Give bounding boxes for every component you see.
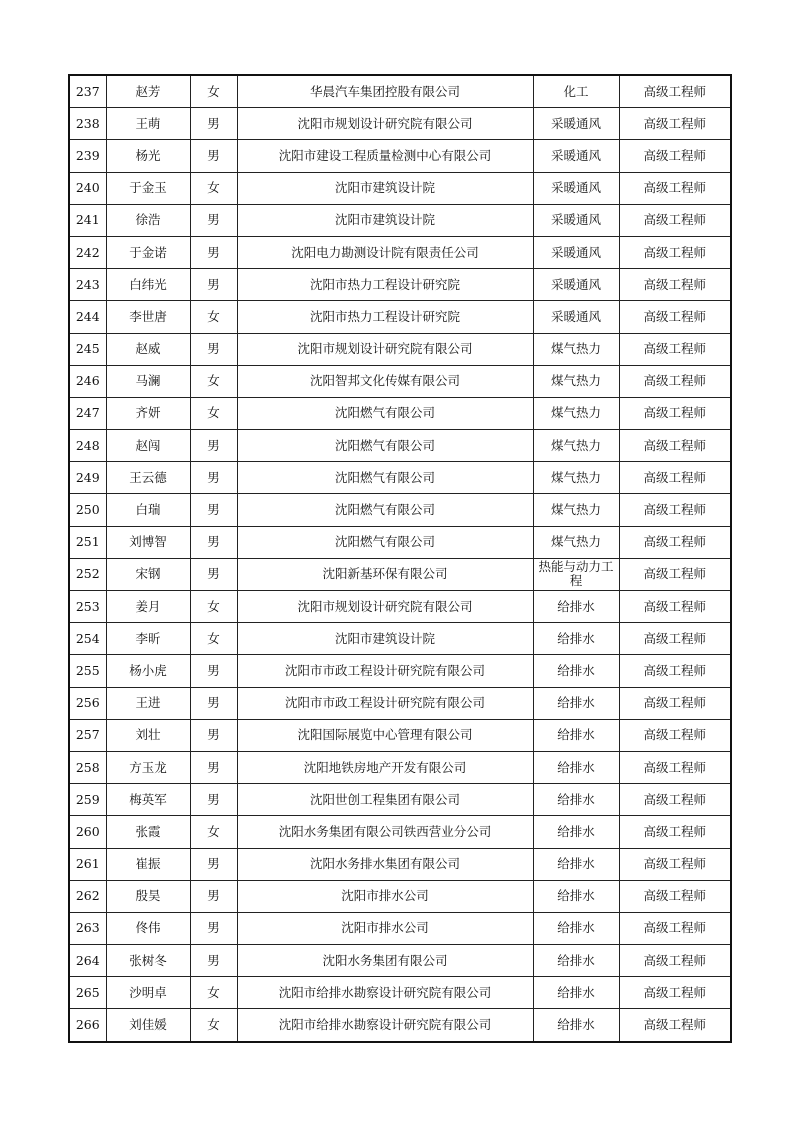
professional-title-cell: 高级工程师 (619, 848, 731, 880)
professional-title-cell: 高级工程师 (619, 236, 731, 268)
table-row (69, 719, 731, 751)
professional-title-cell: 高级工程师 (619, 172, 731, 204)
specialty-cell: 采暖通风 (533, 172, 619, 204)
professional-title-cell: 高级工程师 (619, 1009, 731, 1042)
employer-cell: 沈阳地铁房地产开发有限公司 (237, 751, 533, 783)
employer-cell: 沈阳世创工程集团有限公司 (237, 784, 533, 816)
employer-cell: 华晨汽车集团控股有限公司 (237, 75, 533, 108)
employer-cell: 沈阳水务集团有限公司 (237, 945, 533, 977)
employer-cell: 沈阳市热力工程设计研究院 (237, 301, 533, 333)
specialty-cell: 给排水 (533, 687, 619, 719)
professional-title-cell: 高级工程师 (619, 333, 731, 365)
specialty-cell: 给排水 (533, 1009, 619, 1042)
person-name-cell: 王进 (106, 687, 190, 719)
employer-cell: 沈阳燃气有限公司 (237, 494, 533, 526)
employer-cell: 沈阳市规划设计研究院有限公司 (237, 591, 533, 623)
person-name-cell: 殷昊 (106, 880, 190, 912)
specialty-cell: 采暖通风 (533, 236, 619, 268)
person-name-cell: 崔振 (106, 848, 190, 880)
person-name-cell: 佟伟 (106, 912, 190, 944)
professional-title-cell: 高级工程师 (619, 558, 731, 590)
row-number-cell: 243 (69, 269, 106, 301)
specialty-cell: 采暖通风 (533, 108, 619, 140)
table-row (69, 140, 731, 172)
specialty-cell: 采暖通风 (533, 269, 619, 301)
employer-cell: 沈阳燃气有限公司 (237, 526, 533, 558)
person-name-cell: 张树冬 (106, 945, 190, 977)
professional-title-cell: 高级工程师 (619, 687, 731, 719)
gender-cell: 女 (190, 816, 237, 848)
table-row (69, 945, 731, 977)
gender-cell: 男 (190, 140, 237, 172)
person-name-cell: 沙明卓 (106, 977, 190, 1009)
table-row (69, 204, 731, 236)
employer-cell: 沈阳市给排水勘察设计研究院有限公司 (237, 1009, 533, 1042)
professional-title-cell: 高级工程师 (619, 365, 731, 397)
table-row (69, 848, 731, 880)
person-name-cell: 刘壮 (106, 719, 190, 751)
gender-cell: 男 (190, 204, 237, 236)
specialty-cell: 给排水 (533, 880, 619, 912)
person-name-cell: 于金玉 (106, 172, 190, 204)
person-name-cell: 王云德 (106, 462, 190, 494)
person-name-cell: 宋钢 (106, 558, 190, 590)
row-number-cell: 241 (69, 204, 106, 236)
gender-cell: 男 (190, 236, 237, 268)
specialty-cell: 煤气热力 (533, 526, 619, 558)
table-row (69, 301, 731, 333)
row-number-cell: 251 (69, 526, 106, 558)
row-number-cell: 244 (69, 301, 106, 333)
employer-cell: 沈阳燃气有限公司 (237, 397, 533, 429)
row-number-cell: 254 (69, 623, 106, 655)
employer-cell: 沈阳市排水公司 (237, 912, 533, 944)
specialty-cell (533, 558, 619, 590)
professional-title-cell: 高级工程师 (619, 462, 731, 494)
person-name-cell: 方玉龙 (106, 751, 190, 783)
professional-title-cell: 高级工程师 (619, 301, 731, 333)
gender-cell: 男 (190, 945, 237, 977)
professional-title-cell: 高级工程师 (619, 719, 731, 751)
table-row (69, 333, 731, 365)
row-number-cell: 255 (69, 655, 106, 687)
table-row (69, 494, 731, 526)
specialty-cell: 煤气热力 (533, 365, 619, 397)
row-number-cell: 257 (69, 719, 106, 751)
gender-cell: 男 (190, 526, 237, 558)
row-number-cell: 239 (69, 140, 106, 172)
professional-title-cell: 高级工程师 (619, 655, 731, 687)
row-number-cell: 237 (69, 75, 106, 108)
gender-cell: 女 (190, 1009, 237, 1042)
gender-cell: 男 (190, 430, 237, 462)
row-number-cell: 259 (69, 784, 106, 816)
row-number-cell: 265 (69, 977, 106, 1009)
gender-cell: 女 (190, 365, 237, 397)
specialty-cell: 给排水 (533, 655, 619, 687)
person-name-cell: 白纬光 (106, 269, 190, 301)
professional-title-cell: 高级工程师 (619, 526, 731, 558)
professional-title-cell: 高级工程师 (619, 816, 731, 848)
person-name-cell: 齐妍 (106, 397, 190, 429)
person-name-cell: 白瑞 (106, 494, 190, 526)
gender-cell: 男 (190, 333, 237, 365)
gender-cell: 男 (190, 880, 237, 912)
specialty-cell: 给排水 (533, 848, 619, 880)
specialty-cell: 给排水 (533, 912, 619, 944)
table-row (69, 880, 731, 912)
specialty-cell: 采暖通风 (533, 140, 619, 172)
employer-cell: 沈阳市市政工程设计研究院有限公司 (237, 687, 533, 719)
table-row (69, 558, 731, 590)
employer-cell: 沈阳市规划设计研究院有限公司 (237, 333, 533, 365)
person-name-cell: 杨小虎 (106, 655, 190, 687)
table-row (69, 751, 731, 783)
row-number-cell: 248 (69, 430, 106, 462)
gender-cell: 男 (190, 269, 237, 301)
table-row (69, 236, 731, 268)
gender-cell: 女 (190, 301, 237, 333)
professional-title-cell: 高级工程师 (619, 912, 731, 944)
professional-title-cell: 高级工程师 (619, 977, 731, 1009)
employer-cell: 沈阳市建设工程质量检测中心有限公司 (237, 140, 533, 172)
employer-cell: 沈阳市市政工程设计研究院有限公司 (237, 655, 533, 687)
professional-title-cell: 高级工程师 (619, 494, 731, 526)
professional-title-cell: 高级工程师 (619, 75, 731, 108)
professional-title-cell: 高级工程师 (619, 140, 731, 172)
employer-cell: 沈阳市建筑设计院 (237, 204, 533, 236)
person-name-cell: 张霞 (106, 816, 190, 848)
employer-cell: 沈阳水务集团有限公司铁西营业分公司 (237, 816, 533, 848)
roster-body (69, 75, 731, 1042)
table-row (69, 687, 731, 719)
table-row (69, 591, 731, 623)
gender-cell: 男 (190, 848, 237, 880)
professional-title-cell: 高级工程师 (619, 784, 731, 816)
gender-cell: 女 (190, 623, 237, 655)
specialty-cell: 给排水 (533, 751, 619, 783)
specialty-cell: 给排水 (533, 945, 619, 977)
professional-title-cell: 高级工程师 (619, 591, 731, 623)
person-name-cell: 李昕 (106, 623, 190, 655)
employer-cell: 沈阳市给排水勘察设计研究院有限公司 (237, 977, 533, 1009)
table-row (69, 172, 731, 204)
table-row (69, 526, 731, 558)
row-number-cell: 263 (69, 912, 106, 944)
table-row (69, 784, 731, 816)
row-number-cell: 250 (69, 494, 106, 526)
gender-cell: 男 (190, 655, 237, 687)
row-number-cell: 249 (69, 462, 106, 494)
specialty-cell: 给排水 (533, 719, 619, 751)
person-name-cell: 梅英军 (106, 784, 190, 816)
person-name-cell: 徐浩 (106, 204, 190, 236)
employer-cell: 沈阳市规划设计研究院有限公司 (237, 108, 533, 140)
specialty-cell: 采暖通风 (533, 204, 619, 236)
specialty-cell: 采暖通风 (533, 301, 619, 333)
row-number-cell: 242 (69, 236, 106, 268)
table-row (69, 912, 731, 944)
person-name-cell: 姜月 (106, 591, 190, 623)
gender-cell: 男 (190, 784, 237, 816)
employer-cell: 沈阳市建筑设计院 (237, 172, 533, 204)
table-row (69, 397, 731, 429)
specialty-cell: 煤气热力 (533, 494, 619, 526)
specialty-cell: 煤气热力 (533, 430, 619, 462)
gender-cell: 男 (190, 719, 237, 751)
person-name-cell: 杨光 (106, 140, 190, 172)
specialty-cell: 化工 (533, 75, 619, 108)
specialty-cell: 给排水 (533, 816, 619, 848)
gender-cell: 男 (190, 462, 237, 494)
professional-title-cell: 高级工程师 (619, 430, 731, 462)
row-number-cell: 238 (69, 108, 106, 140)
specialty-cell: 给排水 (533, 784, 619, 816)
specialty-cell: 给排水 (533, 623, 619, 655)
employer-cell: 沈阳市热力工程设计研究院 (237, 269, 533, 301)
gender-cell: 男 (190, 494, 237, 526)
row-number-cell: 253 (69, 591, 106, 623)
professional-title-cell: 高级工程师 (619, 945, 731, 977)
employer-cell: 沈阳燃气有限公司 (237, 462, 533, 494)
table-row (69, 430, 731, 462)
gender-cell: 男 (190, 687, 237, 719)
professional-title-cell: 高级工程师 (619, 269, 731, 301)
employer-cell: 沈阳水务排水集团有限公司 (237, 848, 533, 880)
professional-title-cell: 高级工程师 (619, 204, 731, 236)
professional-title-cell: 高级工程师 (619, 108, 731, 140)
table-row (69, 365, 731, 397)
gender-cell: 女 (190, 75, 237, 108)
table-row (69, 108, 731, 140)
table-row (69, 269, 731, 301)
row-number-cell: 264 (69, 945, 106, 977)
professional-title-cell: 高级工程师 (619, 623, 731, 655)
roster-table (68, 74, 732, 1043)
professional-title-cell: 高级工程师 (619, 880, 731, 912)
gender-cell: 女 (190, 977, 237, 1009)
person-name-cell: 刘佳媛 (106, 1009, 190, 1042)
person-name-cell: 赵闯 (106, 430, 190, 462)
specialty-cell: 煤气热力 (533, 462, 619, 494)
person-name-cell: 王萌 (106, 108, 190, 140)
row-number-cell: 260 (69, 816, 106, 848)
employer-cell: 沈阳电力勘测设计院有限责任公司 (237, 236, 533, 268)
person-name-cell: 马澜 (106, 365, 190, 397)
table-row (69, 462, 731, 494)
table-row (69, 623, 731, 655)
employer-cell: 沈阳国际展览中心管理有限公司 (237, 719, 533, 751)
employer-cell: 沈阳智邦文化传媒有限公司 (237, 365, 533, 397)
table-row (69, 816, 731, 848)
gender-cell: 男 (190, 558, 237, 590)
person-name-cell: 李世唐 (106, 301, 190, 333)
gender-cell: 女 (190, 397, 237, 429)
gender-cell: 男 (190, 751, 237, 783)
table-row (69, 1009, 731, 1042)
gender-cell: 男 (190, 912, 237, 944)
row-number-cell: 266 (69, 1009, 106, 1042)
specialty-cell: 煤气热力 (533, 333, 619, 365)
row-number-cell: 246 (69, 365, 106, 397)
person-name-cell: 赵威 (106, 333, 190, 365)
row-number-cell: 252 (69, 558, 106, 590)
specialty-text: 热能与动力工程 (538, 559, 614, 589)
gender-cell: 女 (190, 172, 237, 204)
row-number-cell: 258 (69, 751, 106, 783)
employer-cell: 沈阳市建筑设计院 (237, 623, 533, 655)
professional-title-cell: 高级工程师 (619, 751, 731, 783)
person-name-cell: 赵芳 (106, 75, 190, 108)
person-name-cell: 于金诺 (106, 236, 190, 268)
person-name-cell: 刘博智 (106, 526, 190, 558)
row-number-cell: 245 (69, 333, 106, 365)
professional-title-cell: 高级工程师 (619, 397, 731, 429)
specialty-cell: 给排水 (533, 591, 619, 623)
row-number-cell: 240 (69, 172, 106, 204)
table-row (69, 75, 731, 108)
table-row (69, 977, 731, 1009)
employer-cell: 沈阳新基环保有限公司 (237, 558, 533, 590)
specialty-cell: 给排水 (533, 977, 619, 1009)
row-number-cell: 256 (69, 687, 106, 719)
employer-cell: 沈阳市排水公司 (237, 880, 533, 912)
table-row (69, 655, 731, 687)
gender-cell: 男 (190, 108, 237, 140)
employer-cell: 沈阳燃气有限公司 (237, 430, 533, 462)
specialty-cell: 煤气热力 (533, 397, 619, 429)
row-number-cell: 262 (69, 880, 106, 912)
gender-cell: 女 (190, 591, 237, 623)
row-number-cell: 261 (69, 848, 106, 880)
row-number-cell: 247 (69, 397, 106, 429)
